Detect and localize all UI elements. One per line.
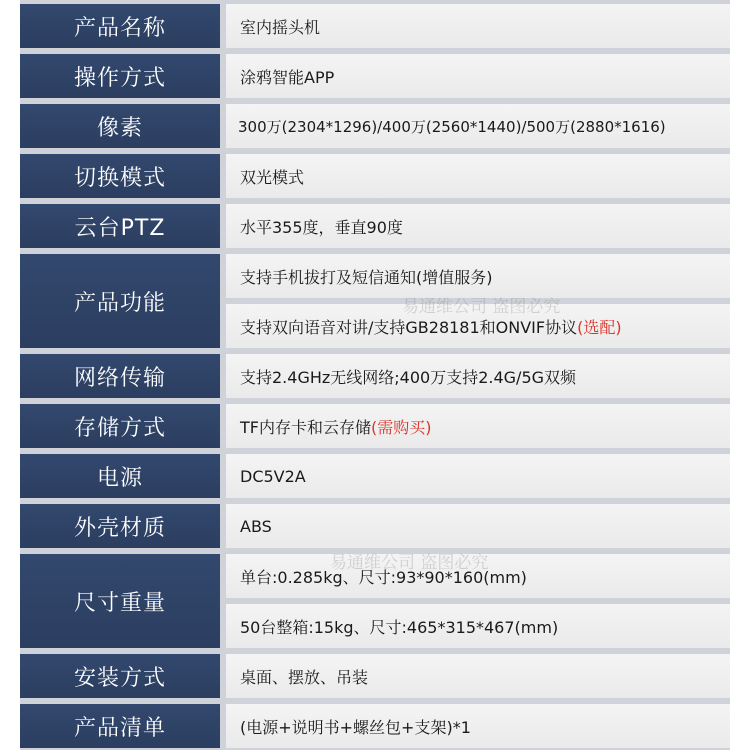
spec-row-operation — [20, 54, 730, 98]
row-label: 云台PTZ — [20, 204, 220, 248]
row-value-line-2: 50台整箱:15kg、尺寸:465*315*467(mm) — [226, 604, 730, 648]
row-value-line-1: 支持手机拔打及短信通知(增值服务) — [226, 254, 730, 298]
row-value: ABS — [226, 504, 730, 548]
spec-row-installation — [20, 654, 730, 698]
watermark-text: 易通维公司 盗图必究 — [330, 553, 489, 573]
row-label: 产品名称 — [20, 4, 220, 48]
row-label: 操作方式 — [20, 54, 220, 98]
row-value-line-1: 单台:0.285kg、尺寸:93*90*160(mm) — [226, 554, 730, 598]
row-value-line-2 — [226, 304, 730, 348]
optional-note: (选配) — [577, 317, 622, 337]
row-label: 外壳材质 — [20, 504, 220, 548]
row-value: 支持2.4GHz无线网络;400万支持2.4G/5G双频 — [226, 354, 730, 398]
purchase-note: (需购买) — [370, 417, 432, 437]
spec-row-storage — [20, 404, 730, 448]
spec-row-network — [20, 354, 730, 398]
spec-row-shell-material — [20, 504, 730, 548]
row-label: 电源 — [20, 454, 220, 498]
row-label: 产品功能 — [20, 254, 220, 348]
row-value: (电源+说明书+螺丝包+支架)*1 — [226, 704, 730, 748]
value-text: TF内存卡和云存储 — [240, 417, 371, 437]
row-value: 水平355度，垂直90度 — [226, 204, 730, 248]
spec-table — [20, 0, 730, 750]
spec-row-package-list — [20, 704, 730, 748]
row-value: 桌面、摆放、吊装 — [226, 654, 730, 698]
row-label: 像素 — [20, 104, 220, 148]
row-value: 双光模式 — [226, 154, 730, 198]
row-label: 切换模式 — [20, 154, 220, 198]
watermark-text: 易通维公司 盗图必究 — [402, 297, 561, 317]
row-label: 安装方式 — [20, 654, 220, 698]
row-label: 存储方式 — [20, 404, 220, 448]
row-value: 300万(2304*1296)/400万(2560*1440)/500万(2880*1616) — [226, 104, 730, 148]
row-value: 室内摇头机 — [226, 4, 730, 48]
spec-row-functions — [20, 254, 730, 348]
spec-row-switch-mode — [20, 154, 730, 198]
spec-row-pixels — [20, 104, 730, 148]
row-value — [226, 404, 730, 448]
row-label: 产品清单 — [20, 704, 220, 748]
row-value: 涂鸦智能APP — [226, 54, 730, 98]
row-label: 尺寸重量 — [20, 554, 220, 648]
row-label: 网络传输 — [20, 354, 220, 398]
spec-row-ptz — [20, 204, 730, 248]
spec-row-product-name — [20, 4, 730, 48]
value-text: 支持双向语音对讲/支持GB28181和ONVIF协议 — [240, 317, 578, 337]
spec-row-size-weight — [20, 554, 730, 648]
row-value: DC5V2A — [226, 454, 730, 498]
spec-row-power — [20, 454, 730, 498]
